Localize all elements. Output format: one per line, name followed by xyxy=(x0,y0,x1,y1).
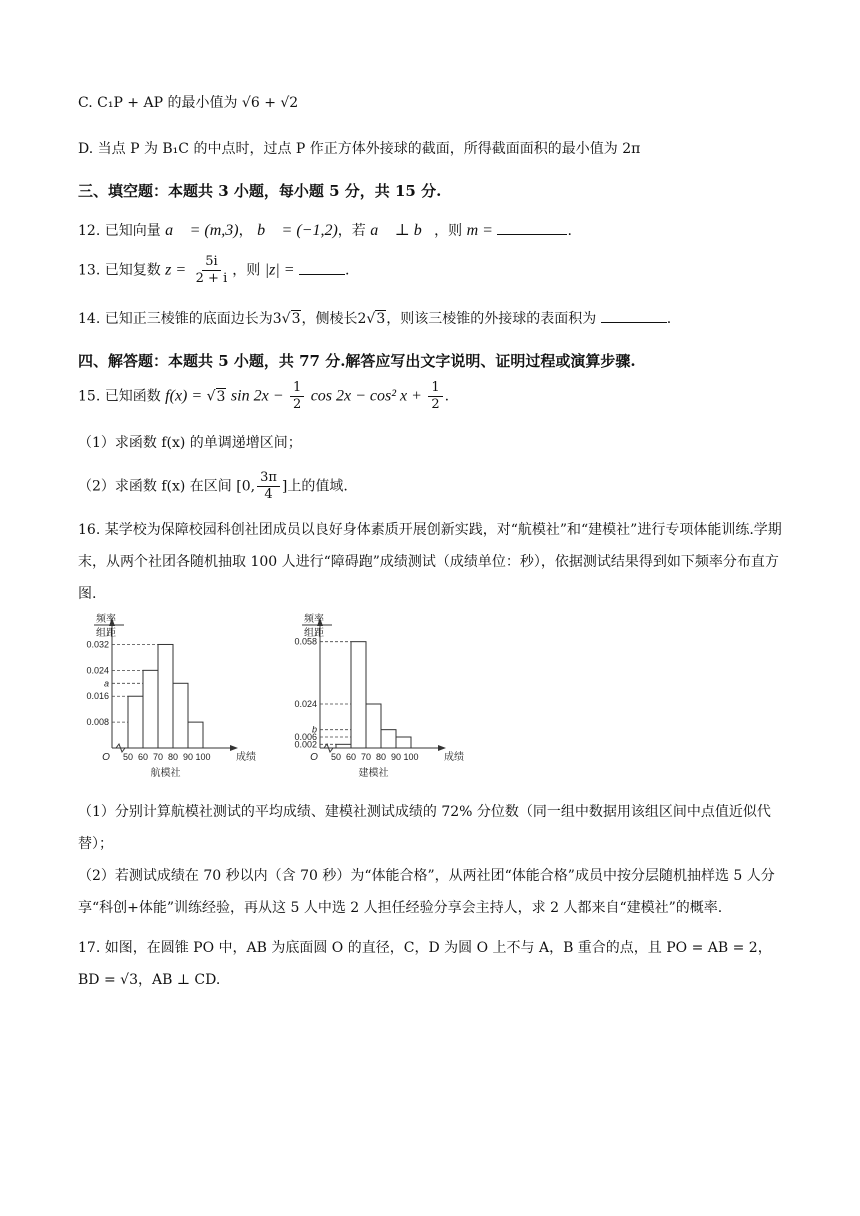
histogram-bar xyxy=(188,722,203,748)
option-c-text: C. C₁P + AP 的最小值为 √6 + √2 xyxy=(78,95,299,111)
q12-text3: ，则 xyxy=(434,223,463,239)
q15-part2-fraction xyxy=(257,470,280,503)
x-tick-label: 90 xyxy=(390,752,402,762)
x-axis-label: 成绩 xyxy=(444,752,464,763)
origin-label: O xyxy=(102,752,110,763)
x-tick-label: 100 xyxy=(195,752,211,762)
y-label-bottom: 组距 xyxy=(304,628,324,639)
y-tick-label: 0.024 xyxy=(294,699,317,709)
question-14: 14. 已知正三棱锥的底面边长为3√3，侧棱长2√3，则该三棱锥的外接球的表面积为 . xyxy=(78,308,671,328)
chart-title: 航模社 xyxy=(150,768,181,779)
q15-half-2 xyxy=(428,380,442,413)
q15-half-num-2: 1 xyxy=(428,380,442,397)
q15-part2 xyxy=(78,470,348,503)
q15-term2: cos 2x − cos² x + xyxy=(310,387,422,405)
y-tick-label: 0.006 xyxy=(294,732,317,742)
q17-text-line1: 17. 如图，在圆锥 PO 中，AB 为底面圆 O 的直径，C，D 为圆 O 上不与 A，B 重合的点，且 PO = AB = 2， xyxy=(78,940,772,956)
histogram-bar xyxy=(143,670,158,748)
q12-text1: 已知向量 xyxy=(104,223,161,239)
q15-half-num-1: 1 xyxy=(290,380,304,397)
q13-abs: |z| = xyxy=(264,261,295,279)
q14-text3: ，则该三棱锥的外接球的表面积为 xyxy=(386,311,597,327)
q14-side-rad: 3 xyxy=(376,311,386,327)
x-tick-label: 80 xyxy=(167,752,179,762)
q13-denominator: 2 + i xyxy=(195,271,228,286)
q15-part2-interval-open: [0, xyxy=(236,478,256,495)
x-tick-label: 70 xyxy=(152,752,164,762)
q16-part1: （1）分别计算航模社测试的平均成绩、建模社测试成绩的 72% 分位数（同一组中数据用该组区间中点值近似代替）； xyxy=(78,804,771,852)
y-label-top: 频率 xyxy=(96,614,116,625)
q15-end: . xyxy=(444,388,450,405)
y-tick-label: a xyxy=(103,678,109,689)
histogram-bar xyxy=(173,683,188,748)
y-tick-label: 0.058 xyxy=(294,636,317,647)
q12-vector-a: a⃗ = (m,3) xyxy=(165,222,239,239)
q15-part2-interval-close: ] xyxy=(281,478,288,495)
y-tick-label: 0.002 xyxy=(294,739,317,750)
q14-side-coef: 2 xyxy=(357,311,367,327)
q13-answer-blank[interactable] xyxy=(299,260,345,275)
q15-part2-den: 4 xyxy=(264,487,273,502)
q14-number: 14. xyxy=(78,311,101,327)
q15-f-lhs: f(x) = xyxy=(165,387,203,405)
q14-text2: ，侧棱长 xyxy=(301,311,358,327)
y-tick-label: 0.016 xyxy=(86,691,109,702)
histogram-bar xyxy=(351,642,366,748)
x-tick-label: 50 xyxy=(122,752,134,762)
histogram-bar xyxy=(336,744,351,748)
q17-text-line2: BD = √3，AB ⊥ CD. xyxy=(78,972,221,988)
question-12: 12. 已知向量 a⃗ = (m,3)， b⃗ = (−1,2)，若 a⃗ ⊥ b⃗，则 m = . xyxy=(78,222,572,239)
q16-part2: （2）若测试成绩在 70 秒以内（含 70 秒）为“体能合格”，从两社团“体能合格”成员中按分层随机抽样选 5 人分享“科创+体能”训练经验，再从这 5 人中选 2 人担任经验分享会主持人，求 2 人都来自“建模社”的概率. xyxy=(78,868,775,916)
q15-radical: 3 xyxy=(216,388,226,405)
q16-text: 16. 某学校为保障校园科创社团成员以良好身体素质开展创新实践，对“航模社”和“建模社”进行专项体能训练.学期末，从两个社团各随机抽取 100 人进行“障碍跑”成绩测试（成绩单位：秒），依据测试结果得到如下频率分布直方图. xyxy=(78,522,782,602)
q13-fraction xyxy=(193,254,231,287)
y-label-bottom: 组距 xyxy=(96,628,116,639)
q15-term1: sin 2x − xyxy=(230,387,284,405)
y-label-top: 频率 xyxy=(304,614,324,625)
q15-half-den-1: 2 xyxy=(292,397,302,412)
x-tick-label: 100 xyxy=(403,752,419,762)
option-c xyxy=(78,92,298,112)
y-tick-label: b xyxy=(311,724,317,735)
option-d xyxy=(78,138,640,158)
q13-end: . xyxy=(344,262,350,279)
q12-text2: ，若 xyxy=(337,223,366,239)
q12-condition: a⃗ ⊥ b⃗ xyxy=(370,222,435,239)
q14-end: . xyxy=(666,311,672,327)
chart-title: 建模社 xyxy=(358,768,389,779)
histogram-bar xyxy=(128,696,143,748)
q12-number: 12. xyxy=(78,223,101,239)
histogram-bar xyxy=(366,704,381,748)
q12-ask: m = xyxy=(466,222,493,239)
x-tick-label: 60 xyxy=(345,752,357,762)
q12-answer-blank[interactable] xyxy=(497,220,567,235)
q13-z: z = xyxy=(165,261,187,279)
q15-part2-num: 3π xyxy=(257,470,280,487)
y-tick-label: 0.024 xyxy=(86,665,109,676)
q13-text2: ，则 xyxy=(232,262,261,279)
q13-number: 13. xyxy=(78,262,101,279)
origin-label: O xyxy=(310,752,318,763)
x-axis-arrow xyxy=(438,745,446,751)
q15-part1: （1）求函数 f(x) 的单调递增区间； xyxy=(78,435,302,451)
q15-half-den-2: 2 xyxy=(431,397,440,412)
y-tick-label: 0.032 xyxy=(86,639,109,650)
q15-part2-tail: 上的值域. xyxy=(287,478,348,495)
q15-part2-text: （2）求函数 f(x) 在区间 xyxy=(78,478,232,495)
x-axis-label: 成绩 xyxy=(236,752,256,763)
q15-number: 15. xyxy=(78,388,101,405)
histogram-bar xyxy=(381,730,396,748)
section-4-heading: 四、解答题：本题共 5 小题，共 77 分.解答应写出文字说明、证明过程或演算步骤. xyxy=(78,352,636,370)
section-3-heading: 三、填空题：本题共 3 小题，每小题 5 分，共 15 分. xyxy=(78,182,442,200)
q14-base-rad: 3 xyxy=(291,311,301,327)
x-tick-label: 50 xyxy=(330,752,342,762)
q17-text xyxy=(78,932,782,996)
question-13 xyxy=(78,254,349,287)
q13-text1: 已知复数 xyxy=(104,262,161,279)
y-tick-label: 0.008 xyxy=(86,717,109,728)
q13-numerator: 5i xyxy=(202,254,220,271)
question-15: 15. 已知函数 f(x) = √3 sin 2x − $\frac{1}{2}$ cos 2x − cos² x + $\frac{1}{2}$ . xyxy=(78,380,450,412)
histogram-bar xyxy=(396,737,411,748)
q14-text1: 已知正三棱锥的底面边长为 xyxy=(104,311,273,327)
q15-text1: 已知函数 xyxy=(104,388,161,405)
x-tick-label: 70 xyxy=(360,752,372,762)
histogram-hangmo xyxy=(70,612,270,790)
option-d-text: D. 当点 P 为 B₁C 的中点时，过点 P 作正方体外接球的截面，所得截面面积的最小值为 2π xyxy=(78,141,641,157)
histogram-jianmo xyxy=(278,612,478,790)
x-axis-arrow xyxy=(230,745,238,751)
q12-vector-b: b⃗ = (−1,2) xyxy=(257,222,338,239)
histogram-bar xyxy=(158,644,173,748)
x-tick-label: 60 xyxy=(137,752,149,762)
q14-answer-blank[interactable] xyxy=(601,308,667,323)
x-tick-label: 90 xyxy=(182,752,194,762)
q15-half-1 xyxy=(290,380,304,413)
x-tick-label: 80 xyxy=(375,752,387,762)
q14-base-coef: 3 xyxy=(272,311,282,327)
q12-end: . xyxy=(567,223,572,239)
